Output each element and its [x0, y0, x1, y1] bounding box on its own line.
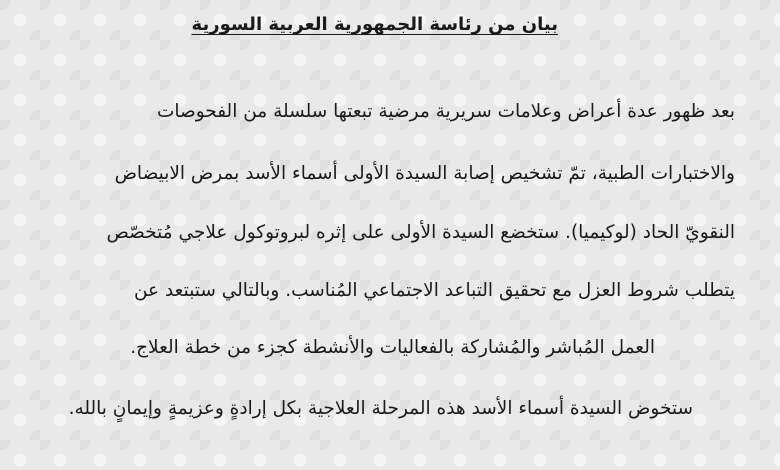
- statement-line-5: العمل المُباشر والمُشاركة بالفعاليات والأنشطة كجزء من خطة العلاج.: [130, 337, 655, 358]
- statement-title: بيان من رئاسة الجمهورية العربية السورية: [191, 14, 558, 35]
- statement-line-6: ستخوض السيدة أسماء الأسد هذه المرحلة العلاجية بكل إرادةٍ وعزيمةٍ وإيمانٍ بالله.: [68, 398, 693, 419]
- statement-line-2: والاختبارات الطبية، تمّ تشخيص إصابة السيدة الأولى أسماء الأسد بمرض الابيضاض: [114, 163, 735, 184]
- statement-line-4: يتطلب شروط العزل مع تحقيق التباعد الاجتماعي المُناسب. وبالتالي ستبتعد عن: [133, 280, 735, 301]
- statement-line-1: بعد ظهور عدة أعراض وعلامات سريرية مرضية تبعتها سلسلة من الفحوصات: [156, 101, 735, 122]
- statement-line-3: النقويّ الحاد (لوكيميا). ستخضع السيدة الأولى على إثره لبروتوكول علاجي مُتخصّص: [106, 222, 735, 243]
